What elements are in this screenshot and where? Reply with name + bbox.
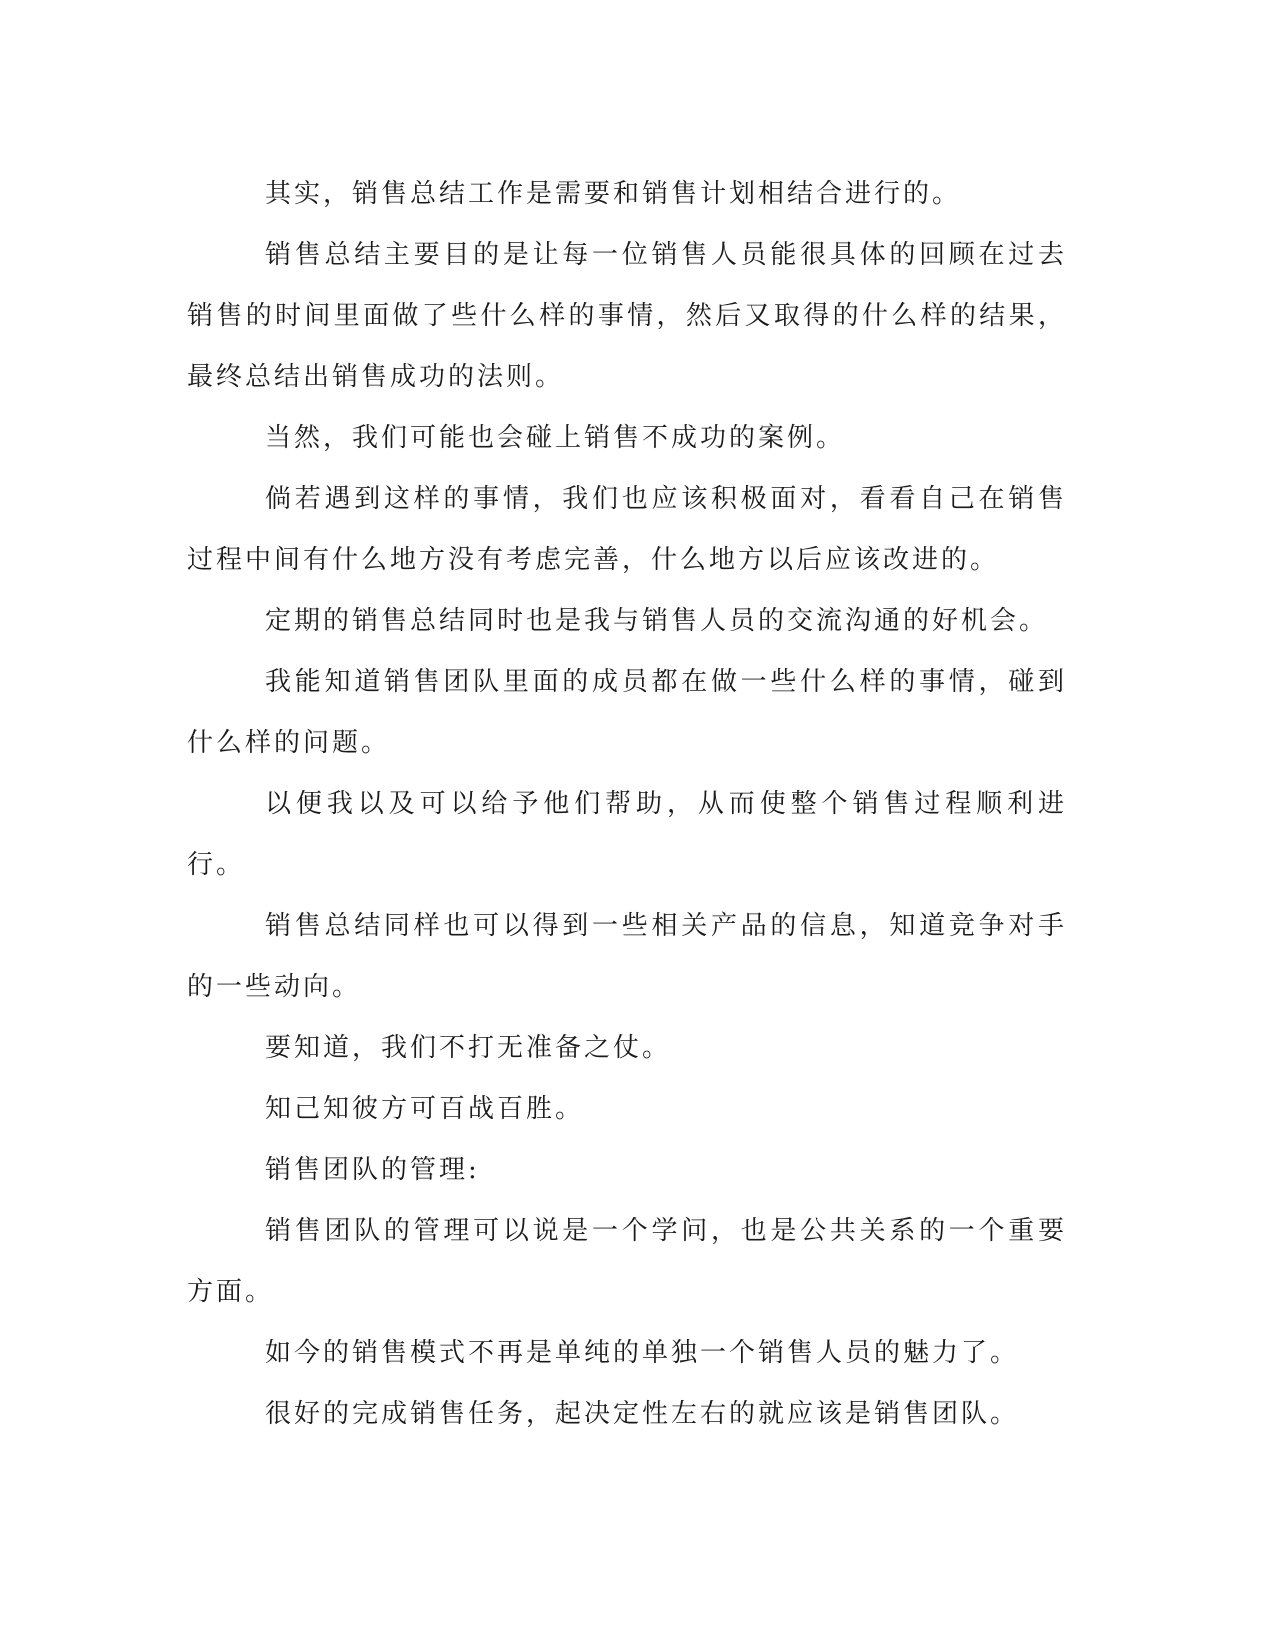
- document-body: [187, 164, 1067, 1445]
- paragraph: 倘若遇到这样的事情，我们也应该积极面对，看看自己在销售过程中间有什么地方没有考虑完善，什么地方以后应该改进的。: [187, 484, 1067, 575]
- paragraph: 当然，我们可能也会碰上销售不成功的案例。: [265, 423, 846, 453]
- paragraph: 要知道，我们不打无准备之仗。: [265, 1033, 672, 1063]
- paragraph: 销售总结同样也可以得到一些相关产品的信息，知道竞争对手的一些动向。: [187, 911, 1067, 1002]
- paragraph: 很好的完成销售任务，起决定性左右的就应该是销售团队。: [265, 1399, 1020, 1429]
- paragraph: 我能知道销售团队里面的成员都在做一些什么样的事情，碰到什么样的问题。: [187, 667, 1067, 758]
- paragraph: 知己知彼方可百战百胜。: [265, 1094, 585, 1124]
- paragraph: 如今的销售模式不再是单纯的单独一个销售人员的魅力了。: [265, 1338, 1020, 1368]
- paragraph: 定期的销售总结同时也是我与销售人员的交流沟通的好机会。: [265, 606, 1049, 636]
- paragraph: 销售团队的管理可以说是一个学问，也是公共关系的一个重要方面。: [187, 1216, 1067, 1307]
- paragraph: 其实，销售总结工作是需要和销售计划相结合进行的。: [265, 179, 962, 209]
- paragraph: 以便我以及可以给予他们帮助，从而使整个销售过程顺利进行。: [187, 789, 1067, 880]
- section-heading: 销售团队的管理:: [265, 1155, 480, 1185]
- paragraph: 销售总结主要目的是让每一位销售人员能很具体的回顾在过去销售的时间里面做了些什么样的事情，然后又取得的什么样的结果，最终总结出销售成功的法则。: [187, 240, 1067, 392]
